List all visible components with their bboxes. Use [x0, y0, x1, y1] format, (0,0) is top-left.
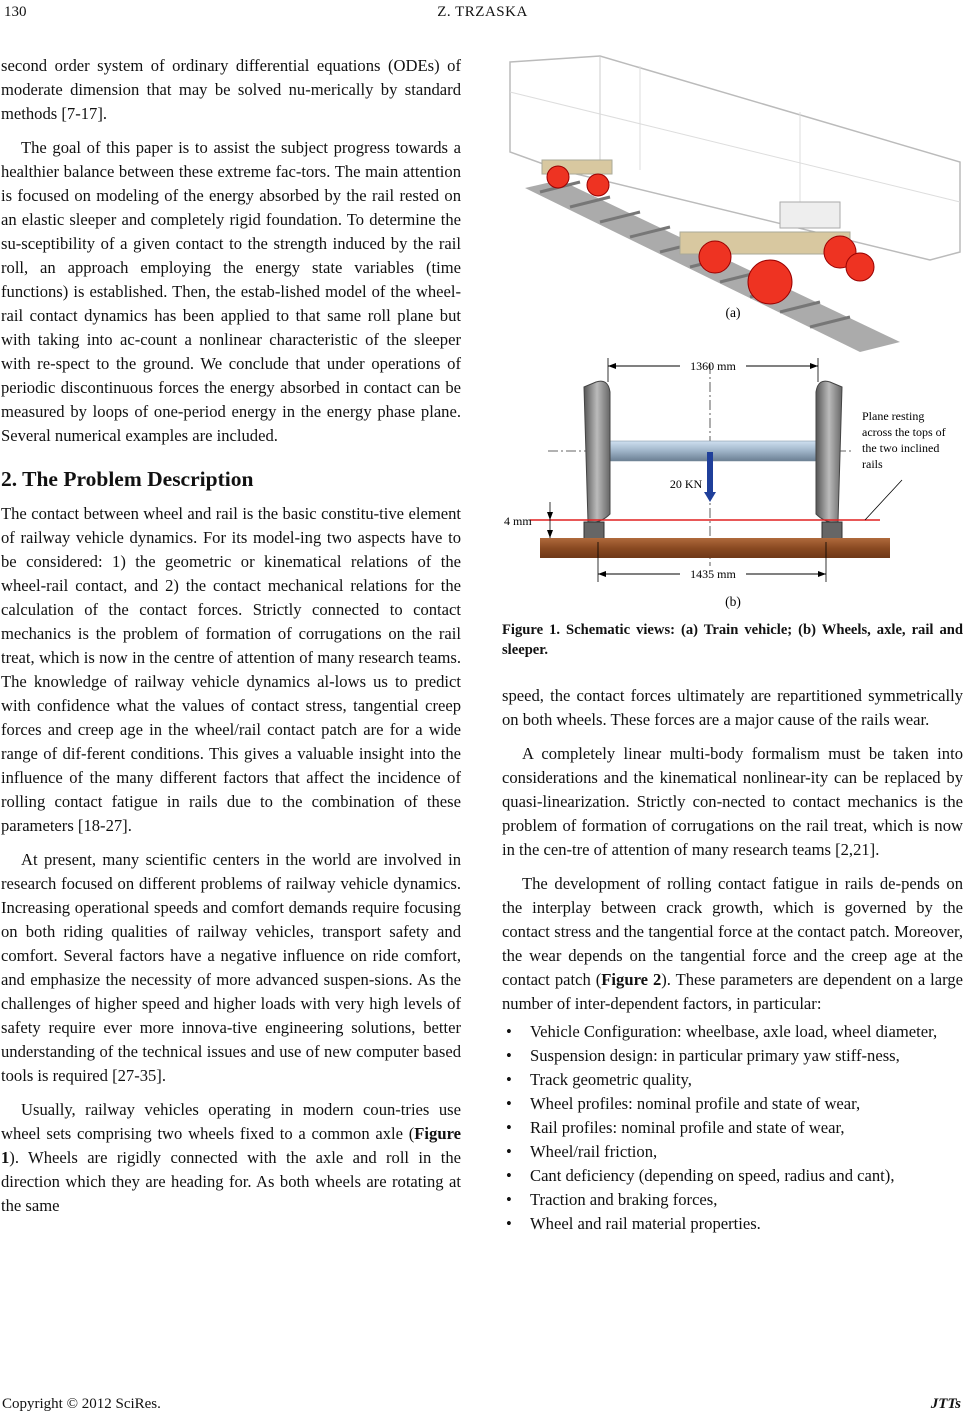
paragraph: The contact between wheel and rail is the basic constitu-tive element of railway vehicle dynamics. For its model-ing two aspects have to be considered: 1) the geometric or kinematical relations of the wheel-rail contact, and 2) the contact mechanical relations for the calculation of the contact forces. Strictly connected to contact mechanics is the problem of formation of corrugations on the rail treat, which is now in the centre of attention of many research teams. The knowledge of railway vehicle dynamics al-lows us to predict with confidence what the values of contact stress, tangential creep forces and creep age in the wheel/rail contact patch are for a wide range of dif-ferent conditions. This gives a valuable insight into the influence of the many different factors that affect the incidence of rolling contact fatigue in rails due to the combination of these parameters [18-27]. [1, 504, 461, 835]
wheelset-diagram [530, 357, 902, 582]
subfigure-label-b: (b) [725, 594, 741, 609]
left-column [1, 54, 461, 1218]
figure-reference[interactable]: Figure 1 [1, 1124, 461, 1167]
list-item [502, 1020, 963, 1044]
list-item [502, 1068, 963, 1092]
bullet-icon: • [506, 1142, 512, 1161]
text-run: The development of rolling contact fatigue in rails de-pends on the interplay between crack growth, which is governed by the contact stress and the tangential force at the contact patch. Moreover, the wear depends on the tangential force and the creep age at the contact patch ( [502, 874, 963, 989]
list-item [502, 1044, 963, 1068]
gap-label: 4 mm [504, 514, 532, 528]
page-header [0, 0, 965, 30]
subfigure-label-a: (a) [725, 305, 741, 320]
text-run: Usually, railway vehicles operating in modern coun-tries use wheel sets comprising two wheels fixed to a common axle ( [1, 1100, 461, 1143]
paragraph [502, 872, 963, 1016]
force-label: 20 KN [669, 477, 703, 491]
running-author: Z. TRZASKA [437, 4, 528, 20]
list-item-text: Traction and braking forces, [530, 1190, 718, 1209]
list-item-text: Cant deficiency (depending on speed, radius and cant), [530, 1166, 895, 1185]
bullet-icon: • [506, 1094, 512, 1113]
list-item [502, 1164, 963, 1188]
journal-name: JTTs [930, 1396, 961, 1412]
annotation-line: Plane resting [862, 409, 925, 423]
figure-caption: Figure 1. Schematic views: (a) Train vehicle; (b) Wheels, axle, rail and sleeper. [502, 622, 963, 658]
list-item [502, 1116, 963, 1140]
list-item [502, 1212, 963, 1236]
bullet-icon: • [506, 1214, 512, 1233]
paragraph: The goal of this paper is to assist the subject progress towards a healthier balance between these extreme fac-tors. The main attention is focused on modeling of the energy absorbed by the rail rested on an elastic sleeper and completely rigid foundation. To determine the su-sceptibility of a given contact to the strength induced by the rail roll, an approach employing the energy state variables (time functions) is established. Then, the estab-lished model of the wheel-rail contact dynamics has been applied to that same roll plane but with taking into ac-count a nonlinear characteristic of the sleeper with re-spect to the ground. We conclude that under operations of periodic discontinuous forces the energy absorbed in contact can be measured by loops of one-period energy in the energy phase plane. Several numerical examples are included. [1, 138, 461, 445]
page-number: 130 [4, 4, 27, 20]
text-run: ). Wheels are rigidly connected with the axle and roll in the direction which they are heading for. As both wheels are rotating at the same [1, 1148, 461, 1215]
figure-1 [500, 52, 965, 612]
dimension-label-1360: 1360 mm [690, 359, 736, 373]
annotation-line: the two inclined [862, 441, 940, 455]
annotation-line: rails [862, 457, 883, 471]
paragraph: At present, many scientific centers in the world are involved in research focused on different problems of railway vehicle dynamics. Increasing operational speeds and comfort demands require focusing on both riding qualities of railway vehicles, transport safety and comfort. Several factors have a negative influence on ride comfort, and emphasize the necessity of more advanced suspen-sions. As the challenges of higher speed and higher loads with very high levels of safety require ever more innova-tive engineering solutions, better understanding of the technical issues and use of new computer based tools is required [27-35]. [1, 850, 461, 1085]
list-item-text: Wheel profiles: nominal profile and state of wear, [530, 1094, 861, 1113]
paragraph [1, 1098, 461, 1218]
list-item [502, 1092, 963, 1116]
right-column [502, 684, 963, 1236]
figure-reference[interactable]: Figure 2 [601, 970, 662, 989]
dimension-label-1435: 1435 mm [690, 567, 736, 581]
list-item-text: Wheel/rail friction, [530, 1142, 658, 1161]
list-item-text: Rail profiles: nominal profile and state of wear, [530, 1118, 845, 1137]
paragraph: speed, the contact forces ultimately are repartitioned symmetrically on both wheels. These forces are a major cause of the rails wear. [502, 686, 963, 729]
annotation-line: across the tops of [862, 425, 946, 439]
bullet-icon: • [506, 1022, 512, 1041]
bullet-icon: • [506, 1190, 512, 1209]
list-item-text: Suspension design: in particular primary yaw stiff-ness, [530, 1046, 900, 1065]
bullet-icon: • [506, 1070, 512, 1089]
section-heading: 2. The Problem Description [1, 467, 254, 491]
bullet-icon: • [506, 1166, 512, 1185]
plane-annotation [862, 409, 949, 471]
list-item-text: Wheel and rail material properties. [530, 1214, 761, 1233]
list-item [502, 1188, 963, 1212]
list-item [502, 1140, 963, 1164]
text-run: ). These parameters are dependent on a large number of inter-dependent factors, in particular: [502, 970, 964, 1013]
list-item-text: Vehicle Configuration: wheelbase, axle load, wheel diameter, [530, 1022, 938, 1041]
paragraph: A completely linear multi-body formalism must be taken into considerations and the kinematical nonlinear-ity can be replaced by quasi-linearization. Strictly con-nected to contact mechanics is the problem of formation of corrugations on the rail treat, which is now in the cen-tre of attention of many research teams [2,21]. [502, 744, 963, 859]
copyright-notice: Copyright © 2012 SciRes. [2, 1396, 161, 1412]
paragraph: second order system of ordinary differential equations (ODEs) of moderate dimension that may be solved nu-merically by standard methods [7-17]. [1, 56, 461, 123]
bullet-icon: • [506, 1118, 512, 1137]
list-item-text: Track geometric quality, [530, 1070, 692, 1089]
bullet-icon: • [506, 1046, 512, 1065]
factor-list [502, 1020, 963, 1236]
